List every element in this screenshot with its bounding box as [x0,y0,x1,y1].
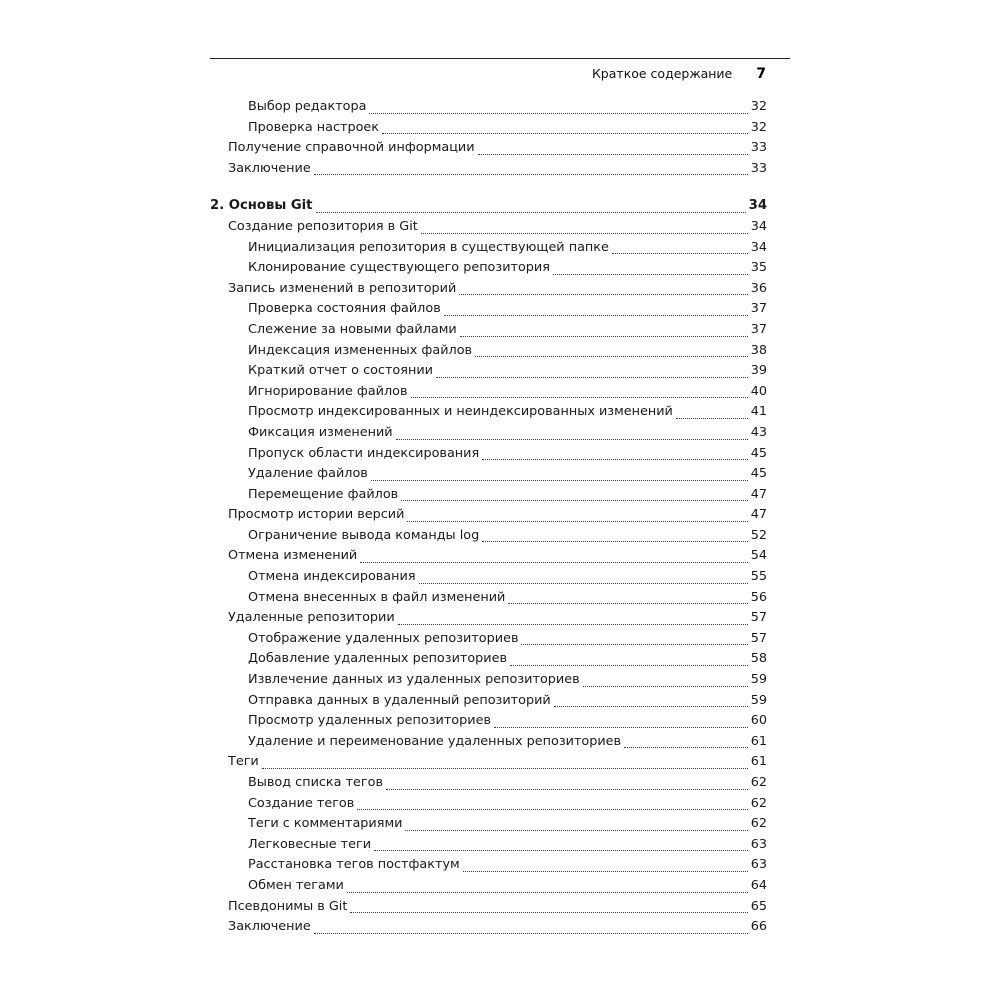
toc-entry-label: Заключение [228,919,311,935]
toc-entry-label: Перемещение файлов [248,486,399,502]
toc-entry-page: 57 [750,610,767,626]
toc-dot-leader [612,253,748,254]
toc-entry [210,917,767,938]
toc-entry [210,794,767,815]
toc-entry-page: 34 [748,198,767,214]
toc-entry [210,691,767,712]
toc-entry-label: Выбор редактора [248,99,367,114]
toc-entry-page: 62 [750,775,767,790]
running-title: Краткое содержание [591,66,733,81]
toc-entry-label: Проверка состояния файлов [248,301,441,317]
toc-dot-leader [316,212,746,213]
toc-entry-label: Отмена изменений [228,548,358,564]
toc-dot-leader [382,133,748,134]
toc-entry [210,258,767,279]
toc-entry-label: Запись изменений в репозиторий [228,280,457,296]
toc-entry-label: Проверка настроек [248,119,380,135]
toc-entry [210,361,767,382]
toc-entry-page: 62 [750,795,767,811]
toc-entry [210,464,767,485]
toc-entry-page: 61 [750,754,767,770]
toc-entry [210,876,767,897]
toc-entry-label: Индексация измененных файлов [248,342,473,358]
toc-chapter-entry [210,196,767,217]
toc-entry [210,546,767,567]
toc-dot-leader [386,789,748,790]
toc-entry-label: Теги с комментариями [248,816,403,832]
toc-entry-page: 63 [750,836,767,852]
toc-entry-label: Расстановка тегов постфактум [248,857,460,873]
toc-entry-page: 37 [750,321,767,337]
toc-entry [210,649,767,670]
toc-dot-leader [421,233,748,234]
toc-entry [210,97,767,118]
toc-dot-leader [314,933,748,934]
toc-entry-page: 52 [750,527,767,543]
toc-entry [210,402,767,423]
toc-dot-leader [521,644,747,645]
toc-entry [210,526,767,547]
toc-entry-page: 41 [750,404,767,420]
toc-entry-page: 40 [750,383,767,399]
toc-entry-label: Получение справочной информации [228,140,475,156]
toc-entry [210,670,767,691]
toc-entry-page: 37 [750,301,767,317]
toc-entry-page: 35 [750,260,767,276]
toc-entry [210,159,767,180]
toc-entry [210,814,767,835]
toc-entry-page: 39 [750,363,767,379]
toc-entry-label: Теги [228,754,259,770]
toc-entry-label: Отправка данных в удаленный репозиторий [248,692,551,708]
toc-entry [210,711,767,732]
toc-entry-page: 59 [750,692,767,708]
toc-dot-leader [360,562,747,563]
toc-dot-leader [554,706,748,707]
toc-dot-leader [475,356,748,357]
toc-dot-leader [350,912,747,913]
toc-dot-leader [374,850,748,851]
toc-entry-page: 62 [750,816,767,832]
toc-entry-page: 33 [750,140,767,156]
toc-entry-page: 32 [750,119,767,135]
toc-entry-label: Заключение [228,160,311,176]
toc-entry-label: Удаленные репозитории [228,610,395,626]
toc-entry [210,238,767,259]
toc-entry-label: 2. Основы Git [210,198,313,214]
toc-entry [210,423,767,444]
toc-dot-leader [314,174,748,175]
toc-dot-leader [371,480,748,481]
toc-entry-label: Отмена внесенных в файл изменений [248,589,506,605]
toc-dot-leader [553,274,748,275]
page-header [210,58,790,82]
toc-entry [210,588,767,609]
toc-dot-leader [262,768,748,769]
toc-entry-label: Удаление и переименование удаленных репозиториев [248,733,622,749]
toc-entry-label: Вывод списка тегов [248,775,383,790]
toc-dot-leader [401,500,747,501]
toc-entry-page: 66 [750,919,767,935]
toc-entry-label: Слежение за новыми файлами [248,321,457,337]
toc-entry-page: 34 [750,218,767,234]
toc-entry-label: Просмотр индексированных и неиндексированных изменений [248,404,673,420]
toc-entry [210,773,767,794]
toc-entry [210,217,767,238]
toc-entry-page: 45 [750,466,767,482]
toc-entry-page: 34 [750,239,767,255]
toc-entry-label: Создание тегов [248,795,355,811]
toc-entry [210,732,767,753]
toc-entry-label: Пропуск области индексирования [248,445,480,461]
toc-entry-page: 38 [750,342,767,358]
toc-dot-leader [676,418,748,419]
toc-entry-label: Извлечение данных из удаленных репозиториев [248,672,580,688]
toc-entry-label: Инициализация репозитория в существующей папке [248,239,609,255]
toc-dot-leader [398,624,748,625]
toc-entry [210,118,767,139]
toc-entry [210,752,767,773]
toc-entry-page: 64 [750,877,767,893]
toc-entry [210,320,767,341]
toc-entry [210,835,767,856]
toc-dot-leader [459,294,747,295]
toc-entry-page: 56 [750,589,767,605]
toc-entry-page: 60 [750,713,767,729]
toc-entry-page: 58 [750,651,767,667]
toc-entry-page: 43 [750,424,767,440]
toc-entry [210,505,767,526]
toc-entry [210,299,767,320]
toc-dot-leader [482,459,748,460]
toc-entry-page: 59 [750,672,767,688]
toc-entry-label: Легковесные теги [248,836,372,852]
toc-dot-leader [444,315,748,316]
toc-entry [210,629,767,650]
toc-entry [210,855,767,876]
header-text [210,59,790,82]
toc-entry-label: Клонирование существующего репозитория [248,260,550,276]
toc-entry-page: 47 [750,486,767,502]
toc-entry-page: 45 [750,445,767,461]
toc-entry [210,608,767,629]
toc-entry-label: Фиксация изменений [248,424,393,440]
toc-dot-leader [460,336,748,337]
toc-dot-leader [357,809,747,810]
toc-dot-leader [482,541,747,542]
toc-entry-label: Обмен тегами [248,877,344,893]
toc-entry-page: 36 [750,280,767,296]
toc-entry-label: Просмотр истории версий [228,507,405,523]
toc-entry-label: Просмотр удаленных репозиториев [248,713,491,729]
toc-dot-leader [407,521,747,522]
toc-entry [210,279,767,300]
toc-dot-leader [478,154,748,155]
toc-entry-label: Удаление файлов [248,466,368,482]
toc-dot-leader [369,113,747,114]
toc-entry [210,138,767,159]
toc-dot-leader [510,665,748,666]
toc-dot-leader [508,603,747,604]
toc-entry-label: Псевдонимы в Git [228,898,348,914]
toc-entry-page: 57 [750,630,767,646]
toc-entry [210,897,767,918]
toc-dot-leader [405,830,747,831]
toc-entry-label: Краткий отчет о состоянии [248,363,433,379]
toc-entry-page: 63 [750,857,767,873]
toc-entry [210,567,767,588]
toc-entry-page: 61 [750,733,767,749]
toc-dot-leader [347,892,748,893]
toc-dot-leader [624,747,748,748]
toc-entry-page: 55 [750,569,767,585]
toc-entry-label: Ограничение вывода команды log [248,527,480,543]
table-of-contents [210,97,767,938]
page-number: 7 [756,66,766,82]
toc-entry [210,485,767,506]
toc-dot-leader [436,377,748,378]
toc-entry-label: Игнорирование файлов [248,383,408,399]
toc-entry [210,341,767,362]
toc-entry-page: 32 [750,99,767,114]
toc-entry [210,382,767,403]
toc-entry-page: 65 [750,898,767,914]
toc-dot-leader [463,871,748,872]
toc-dot-leader [396,439,748,440]
toc-dot-leader [583,686,748,687]
toc-dot-leader [411,397,748,398]
toc-entry-page: 33 [750,160,767,176]
toc-dot-leader [494,727,748,728]
toc-entry-label: Отмена индексирования [248,569,416,585]
toc-entry-page: 54 [750,548,767,564]
toc-entry-label: Отображение удаленных репозиториев [248,630,519,646]
toc-entry-label: Добавление удаленных репозиториев [248,651,508,667]
toc-entry-label: Создание репозитория в Git [228,218,418,234]
toc-entry [210,444,767,465]
toc-dot-leader [419,583,748,584]
toc-entry-page: 47 [750,507,767,523]
